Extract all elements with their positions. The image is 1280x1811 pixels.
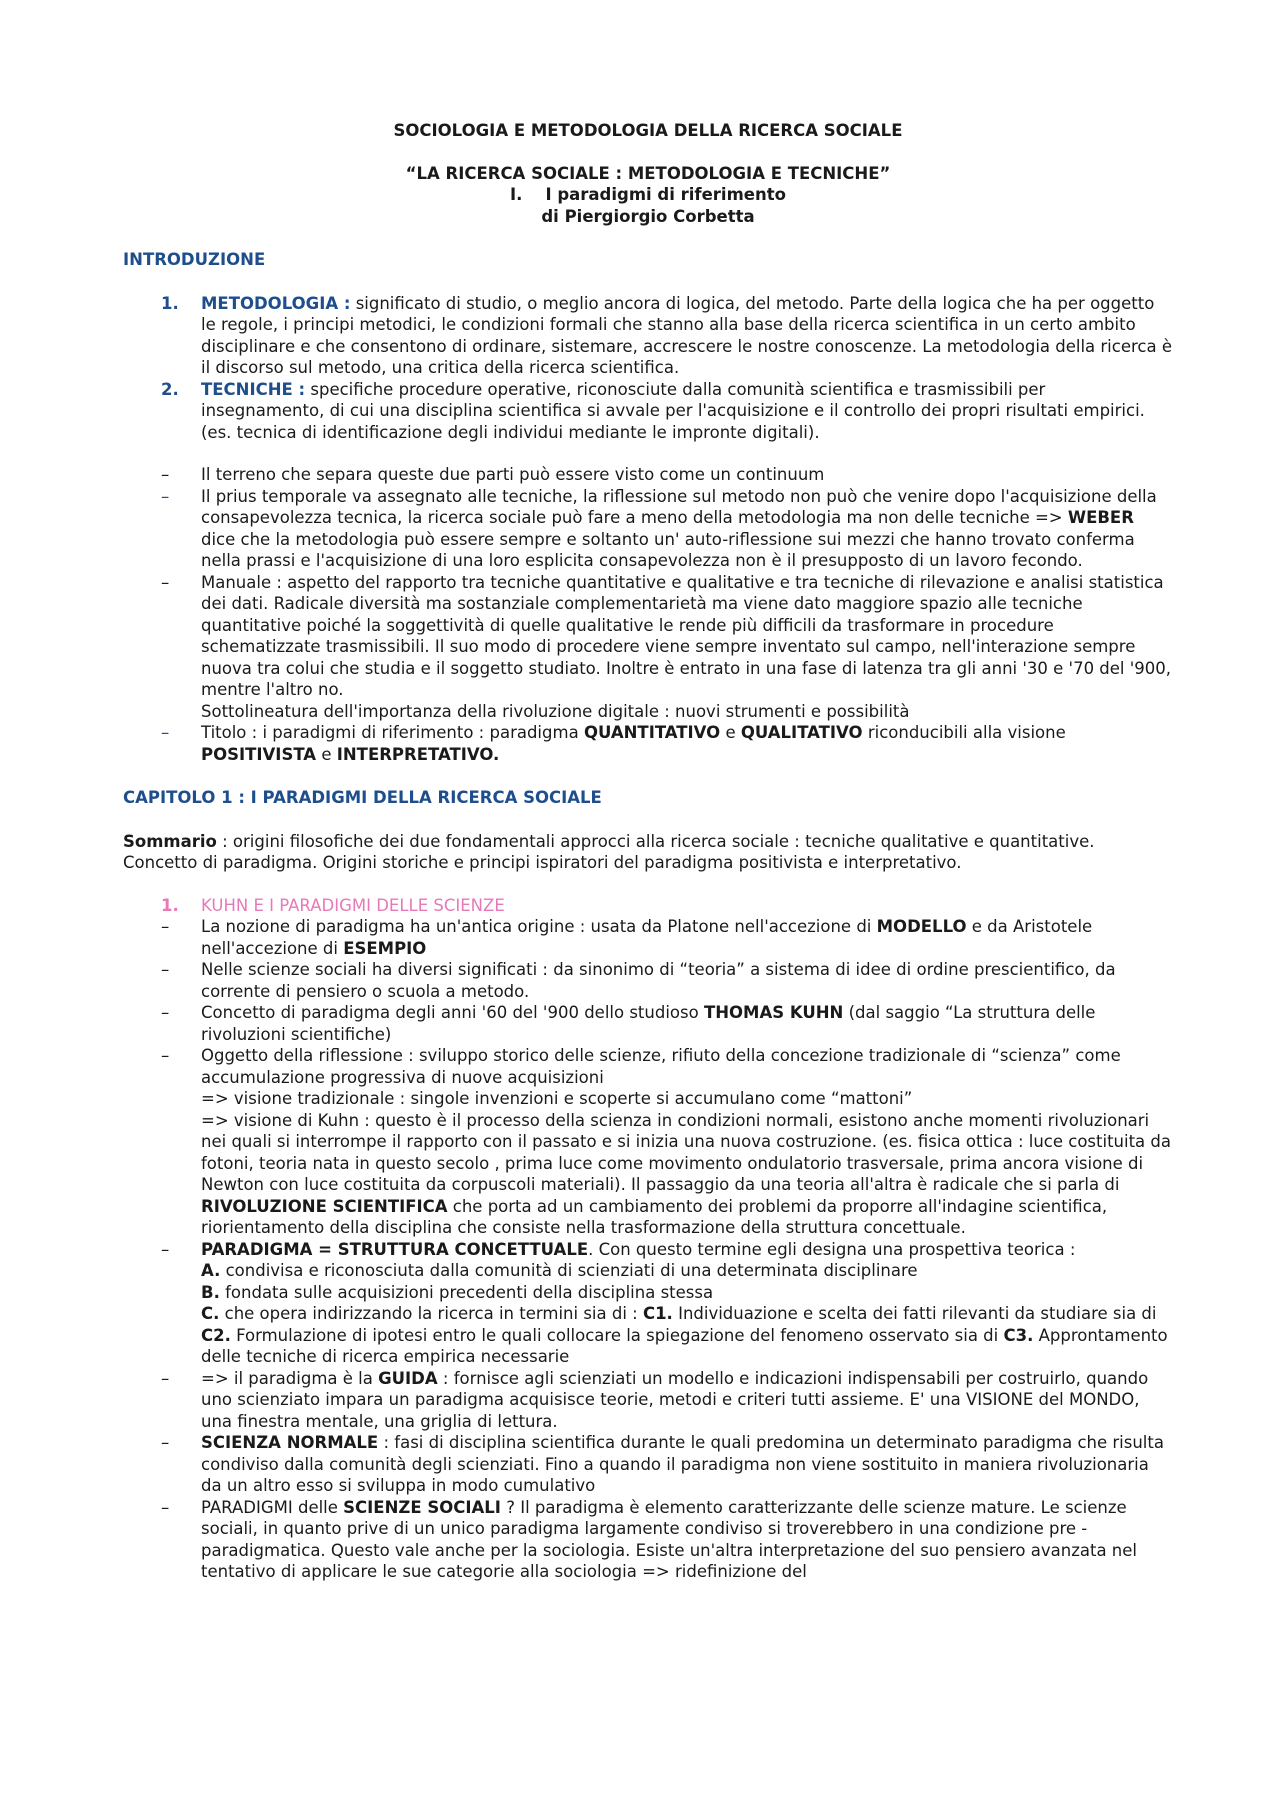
- bullet-text: => il paradigma è la: [201, 1368, 379, 1388]
- bullet-text: Individuazione e scelta dei fatti rilevanti da studiare sia di: [672, 1304, 1157, 1323]
- section-heading: [123, 895, 1173, 917]
- bullet-item: [123, 464, 1173, 486]
- item-term: METODOLOGIA :: [201, 293, 351, 313]
- bullet-dash: –: [161, 465, 170, 484]
- bold-term: SCIENZA NORMALE: [201, 1433, 379, 1452]
- author-line: di Piergiorgio Corbetta: [541, 206, 755, 226]
- bullet-text: Titolo : i paradigmi di riferimento : paradigma: [201, 723, 584, 742]
- item-term: TECNICHE :: [201, 379, 306, 399]
- bold-term: INTERPRETATIVO.: [336, 744, 500, 764]
- bullet-text: che opera indirizzando la ricerca in termini sia di :: [219, 1304, 643, 1323]
- list-item: [123, 293, 1173, 379]
- bullet-item: [123, 722, 1173, 765]
- doc-title: SOCIOLOGIA E METODOLOGIA DELLA RICERCA SOCIALE: [393, 121, 903, 140]
- bold-term: POSITIVISTA: [201, 744, 317, 764]
- bold-term: GUIDA: [378, 1368, 438, 1388]
- bullet-text: Oggetto della riflessione : sviluppo storico delle scienze, rifiuto della concezione tradizionale di “scienza” come accumulazione progressiva di nuove acquisizioni: [201, 1046, 1121, 1087]
- bullet-text: condivisa e riconosciuta dalla comunità di scienziati di una determinata disciplinare: [220, 1261, 918, 1280]
- bullet-text: : fasi di disciplina scientifica durante le quali predomina un determinato paradigma che risulta condiviso dalla comunità degli scienziati. Fino a quando il paradigma non viene sostituito in maniera rivoluzionaria da un altro esso si sviluppa in modo cumulativo: [201, 1433, 1164, 1495]
- chapter1-heading: CAPITOLO 1 : I PARADIGMI DELLA RICERCA SOCIALE: [123, 788, 602, 807]
- bullet-text: riconducibili alla visione: [862, 723, 1066, 742]
- bullet-item: [123, 1432, 1173, 1497]
- list-item: [123, 379, 1173, 444]
- sub-label: A.: [201, 1261, 221, 1280]
- bold-term: MODELLO: [876, 917, 967, 936]
- chapter-title: I paradigmi di riferimento: [545, 185, 786, 204]
- bullet-text: dice che la metodologia può essere sempre e soltanto un' auto-riflessione sui mezzi che hanno trovato conferma nella prassi e l'acquisizione di una loro esplicita consapevolezza non è il presupposto di un lavoro fecondo.: [201, 529, 1135, 570]
- bullet-item: [123, 1045, 1173, 1239]
- bullet-dash: –: [161, 1239, 170, 1259]
- bullet-text: La nozione di paradigma ha un'antica origine : usata da Platone nell'accezione di: [201, 917, 877, 936]
- item-number: 1.: [161, 293, 179, 313]
- bullet-text: Il terreno che separa queste due parti può essere visto come un continuum: [201, 465, 825, 484]
- bullet-text: e da Aristotele nell'accezione di: [201, 917, 1093, 958]
- bullet-text: => visione tradizionale : singole invenzioni e scoperte si accumulano come “mattoni”: [201, 1089, 913, 1108]
- sub-label: B.: [201, 1282, 220, 1302]
- bold-term: WEBER: [1067, 508, 1134, 527]
- bold-term: PARADIGMA = STRUTTURA CONCETTUALE: [201, 1239, 589, 1259]
- doc-subtitle: “LA RICERCA SOCIALE : METODOLOGIA E TECNICHE”: [405, 163, 891, 183]
- bullet-dash: –: [161, 1368, 170, 1388]
- sub-label: C.: [201, 1304, 220, 1323]
- bullet-item: [123, 572, 1173, 723]
- chapter-number: I.: [510, 185, 523, 204]
- bullet-item: [123, 486, 1173, 572]
- bullet-dash: –: [161, 1433, 170, 1452]
- bullet-dash: –: [161, 960, 170, 979]
- bullet-text: PARADIGMI delle: [201, 1497, 344, 1517]
- bold-term: SCIENZE SOCIALI: [343, 1497, 501, 1517]
- sub-label: C2.: [201, 1325, 231, 1345]
- bullet-text: . Con questo termine egli designa una prospettiva teorica :: [588, 1239, 1076, 1259]
- bold-term: RIVOLUZIONE SCIENTIFICA: [201, 1196, 448, 1216]
- intro-heading: INTRODUZIONE: [123, 250, 266, 269]
- bullet-item: [123, 959, 1173, 1002]
- section-number: 1.: [161, 895, 179, 915]
- bullet-dash: –: [161, 917, 170, 936]
- summary-label: Sommario: [123, 831, 217, 851]
- bold-term: QUANTITATIVO: [583, 723, 721, 742]
- bullet-item: [123, 916, 1173, 959]
- summary-paragraph: [123, 831, 1173, 874]
- bullet-text: Il prius temporale va assegnato alle tecniche, la riflessione sul metodo non può che venire dopo l'acquisizione della consapevolezza tecnica, la ricerca sociale può fare a meno della metodologia ma non delle tecniche =>: [201, 486, 1157, 527]
- bullet-item: [123, 1368, 1173, 1433]
- bullet-text: (dal saggio “La struttura delle rivoluzioni scientifiche): [201, 1003, 1096, 1044]
- bullet-item: [123, 1239, 1173, 1368]
- bullet-text: Manuale : aspetto del rapporto tra tecniche quantitative e qualitative e tra tecniche di rilevazione e analisi statistica dei dati. Radicale diversità ma sostanziale complementarietà ma viene dato maggiore spazio alle tecniche quantitative poiché la soggettività di quelle qualitative le rende più difficili da trasformare in procedure schematizzate trasmissibili. Il suo modo di procedere viene sempre inventato sul campo, nell'interazione sempre nuova tra colui che studia e il soggetto studiato. Inoltre è entrato in una fase di latenza tra gli anni '30 e '70 del '900, mentre l'altro no.: [201, 572, 1172, 699]
- bullet-text: => visione di Kuhn : questo è il processo della scienza in condizioni normali, esistono anche momenti rivoluzionari nei quali si interrompe il rapporto con il passato e si inizia una nuova costruzione. (es. fisica ottica : luce costituita da fotoni, teoria nata in questo secolo , prima luce come movimento ondulatorio trasversale, prima ancora visione di Newton con luce costituita da corpuscoli materiali). Il passaggio da una teoria all'altra è radicale che si parla di: [201, 1110, 1171, 1194]
- bullet-text: fondata sulle acquisizioni precedenti della disciplina stessa: [219, 1282, 714, 1302]
- bullet-dash: –: [161, 1003, 170, 1022]
- bullet-item: [123, 1497, 1173, 1583]
- bullet-text: Sottolineatura dell'importanza della rivoluzione digitale : nuovi strumenti e possibilità: [201, 701, 910, 721]
- bullet-dash: –: [161, 572, 170, 592]
- bold-term: ESEMPIO: [343, 938, 427, 958]
- bullet-text: e: [316, 744, 337, 764]
- bullet-text: e: [720, 723, 741, 742]
- bullet-text: Concetto di paradigma degli anni '60 del '900 dello studioso: [201, 1003, 704, 1022]
- bullet-text: che porta ad un cambiamento dei problemi da proporre all'indagine scientifica, riorientamento della disciplina che consiste nella trasformazione della struttura concettuale.: [201, 1196, 1108, 1237]
- item-text: specifiche procedure operative, riconosciute dalla comunità scientifica e trasmissibili per insegnamento, di cui una disciplina scientifica si avvale per l'acquisizione e il controllo dei propri risultati empirici. (es. tecnica di identificazione degli individui mediante le impronte digitali).: [201, 379, 1145, 442]
- bullet-dash: –: [161, 1046, 170, 1065]
- bullet-text: Approntamento delle tecniche di ricerca empirica necessarie: [201, 1325, 1168, 1366]
- bullet-dash: –: [161, 486, 170, 506]
- section-title: KUHN E I PARADIGMI DELLE SCIENZE: [201, 895, 505, 915]
- bold-term: THOMAS KUHN: [703, 1003, 844, 1022]
- bullet-text: Nelle scienze sociali ha diversi significati : da sinonimo di “teoria” a sistema di idee di ordine prescientifico, da corrente di pensiero o scuola a metodo.: [201, 960, 1116, 1001]
- chapter-line: [123, 184, 1173, 206]
- bullet-dash: –: [161, 1497, 170, 1517]
- bullet-text: ? Il paradigma è elemento caratterizzante delle scienze mature. Le scienze sociali, in quanto prive di un unico paradigma largamente condiviso si troverebbero in una condizione pre - paradigmatica. Questo vale anche per la sociologia. Esiste un'altra interpretazione del suo pensiero avanzata nel tentativo di applicare le sue categorie alla sociologia => ridefinizione del: [201, 1497, 1137, 1581]
- item-number: 2.: [161, 379, 179, 399]
- document-page: [123, 120, 1173, 1583]
- bold-term: QUALITATIVO: [740, 723, 863, 742]
- bullet-text: : fornisce agli scienziati un modello e indicazioni indispensabili per costruirlo, quando uno scienziato impara un paradigma acquisisce teorie, metodi e criteri tutti assieme. E' una VISIONE del MONDO, una finestra mentale, una griglia di lettura.: [201, 1368, 1149, 1431]
- sub-label: C3.: [1003, 1325, 1034, 1345]
- bullet-dash: –: [161, 723, 170, 742]
- summary-text: : origini filosofiche dei due fondamentali approcci alla ricerca sociale : tecniche qualitative e quantitative. Concetto di paradigma. Origini storiche e principi ispiratori del paradigma positivista e interpretativo.: [123, 831, 1095, 872]
- bullet-text: Formulazione di ipotesi entro le quali collocare la spiegazione del fenomeno osservato sia di: [230, 1325, 1004, 1345]
- item-text: significato di studio, o meglio ancora di logica, del metodo. Parte della logica che ha per oggetto le regole, i principi metodici, le condizioni formali che stanno alla base della ricerca scientifica in un certo ambito disciplinare e che consentono di ordinare, sistemare, accrescere le nostre conoscenze. La metodologia della ricerca è il discorso sul metodo, una critica della ricerca scientifica.: [201, 293, 1172, 377]
- bullet-item: [123, 1002, 1173, 1045]
- sub-label: C1.: [642, 1304, 673, 1323]
